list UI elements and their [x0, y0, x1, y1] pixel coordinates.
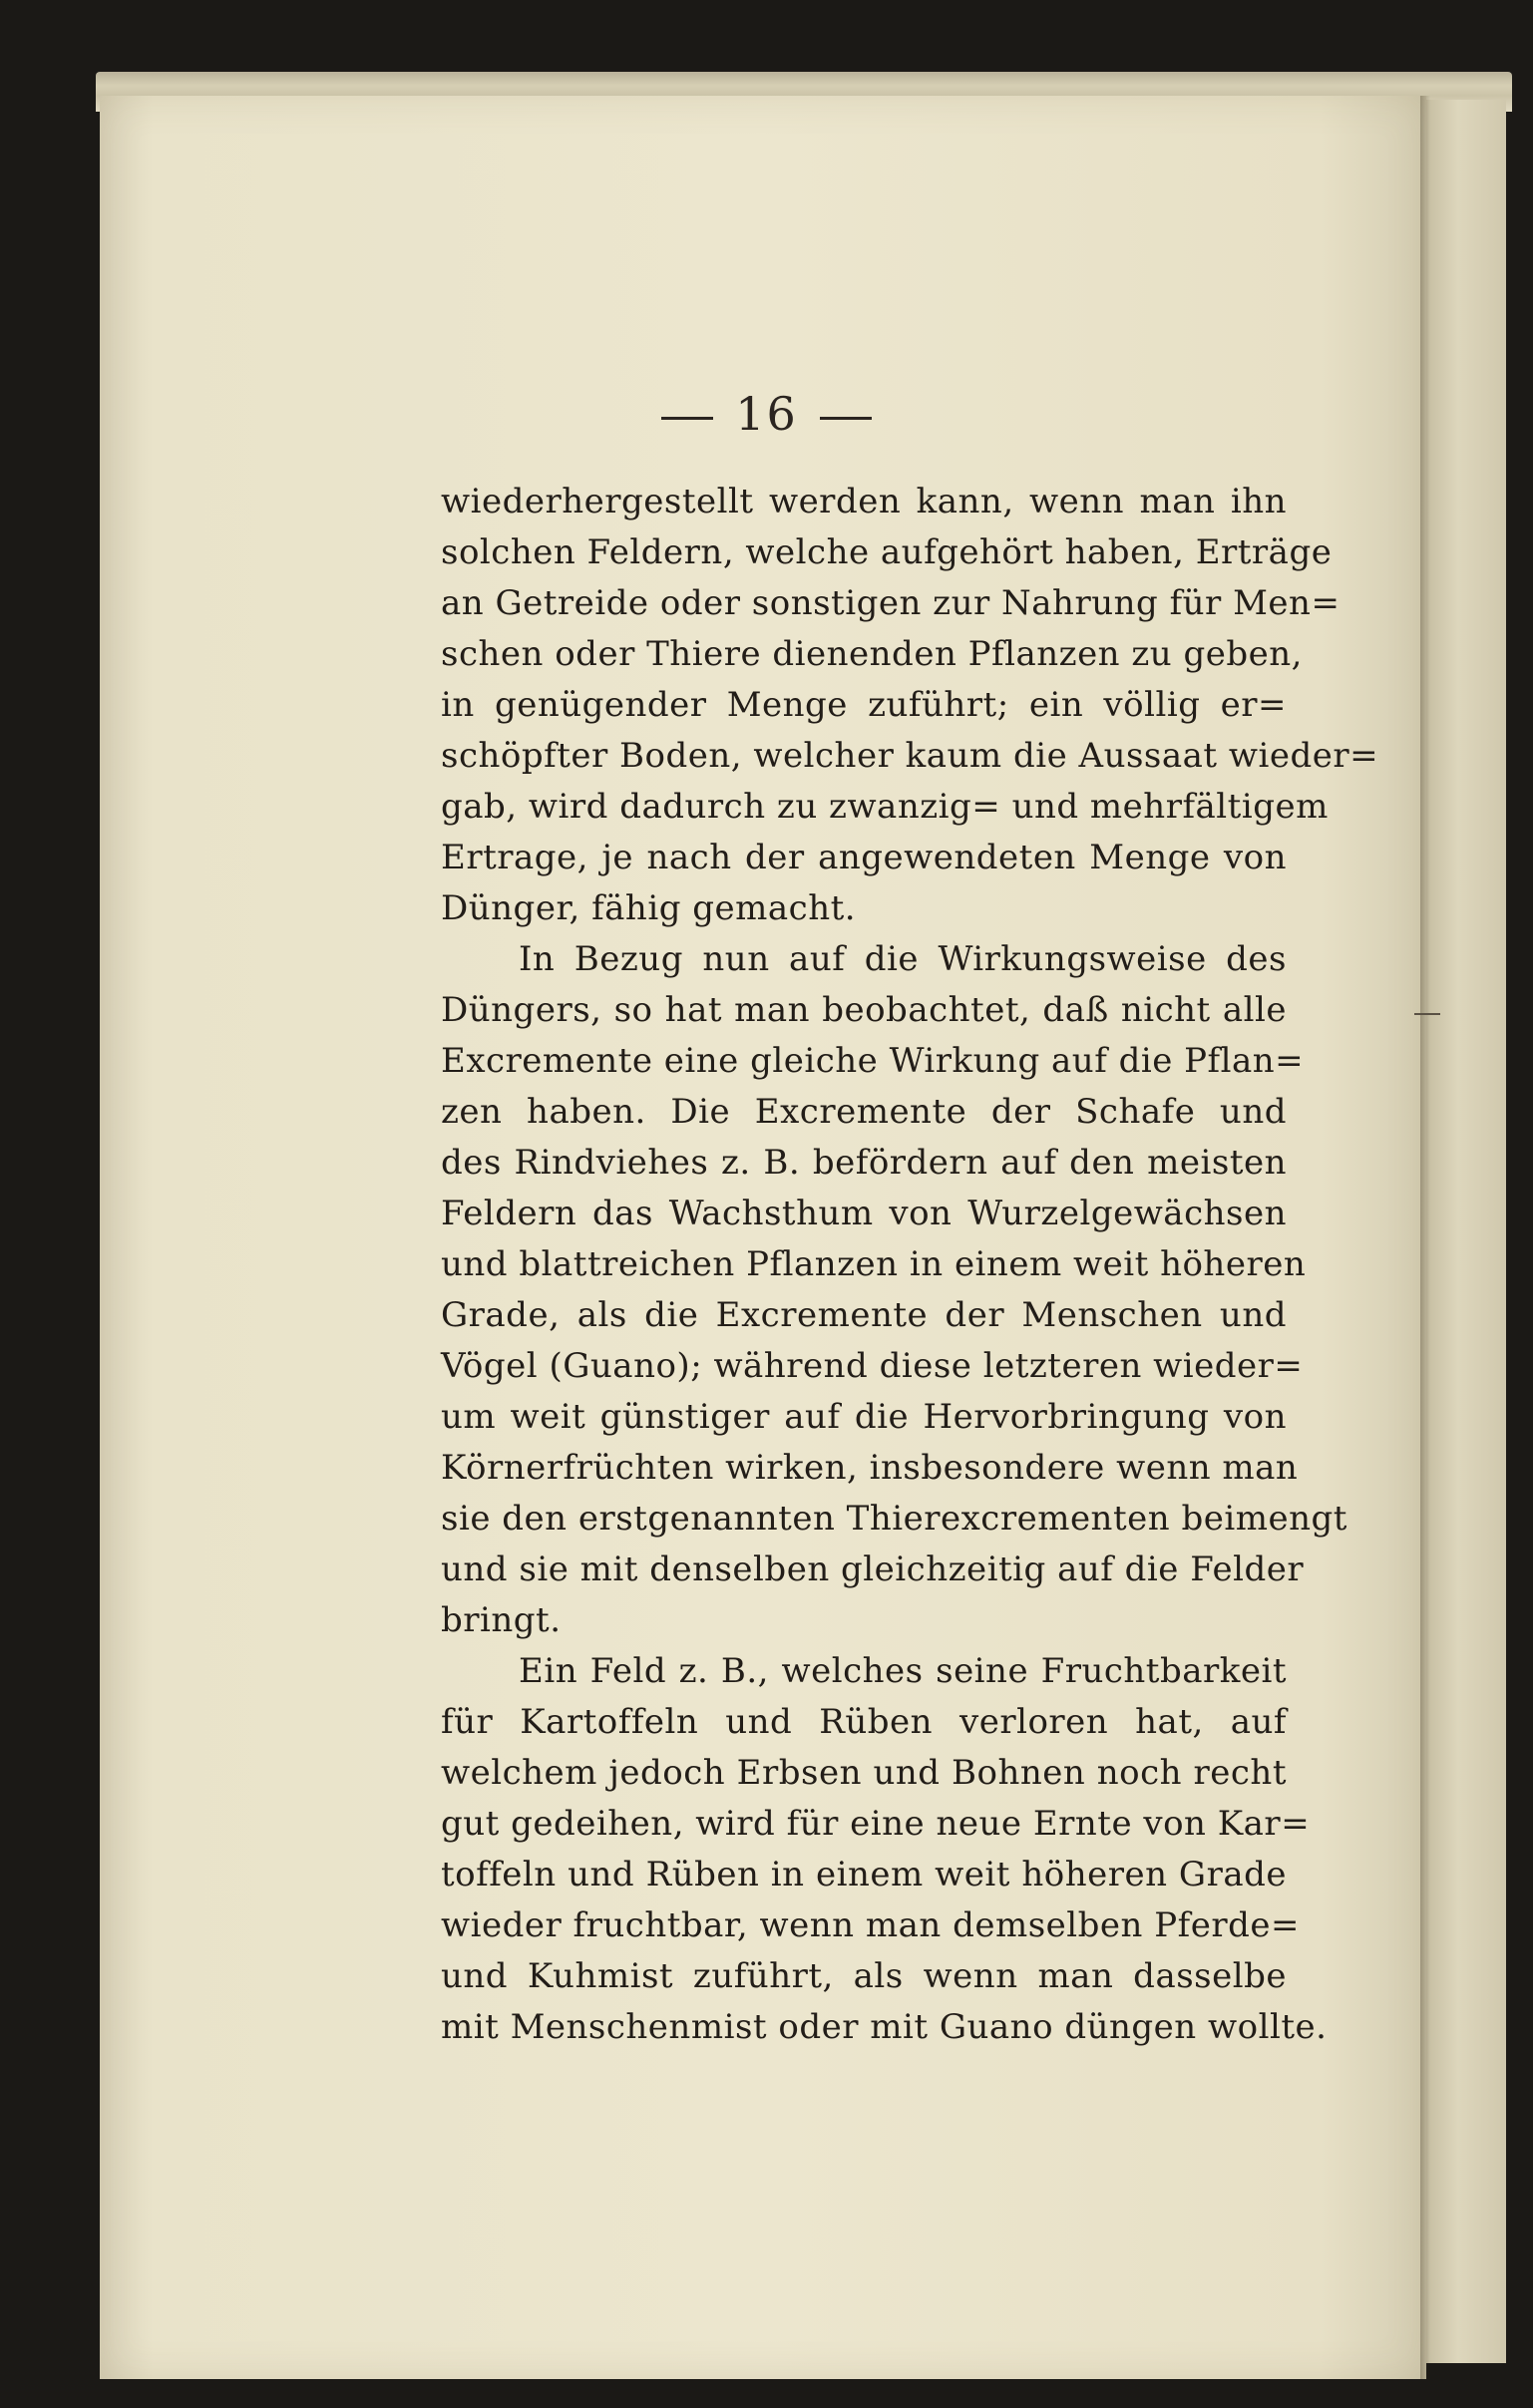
text-line: zen haben. Die Excremente der Schafe und [441, 1092, 1287, 1132]
text-line: Grade, als die Excremente der Menschen und [441, 1295, 1287, 1335]
text-line: wiederhergestellt werden kann, wenn man ihn [441, 482, 1287, 521]
header-dash-left [661, 417, 713, 420]
text-line: Excremente eine gleiche Wirkung auf die Pflan= [441, 1041, 1305, 1081]
paragraph-start-line: In Bezug nun auf die Wirkungsweise des [519, 939, 1287, 979]
text-line: des Rindviehes z. B. befördern auf den meisten [441, 1143, 1287, 1183]
page-number: 16 [735, 387, 798, 441]
body-text [441, 477, 1379, 2053]
text-line: an Getreide oder sonstigen zur Nahrung für Men= [441, 583, 1341, 623]
text-line: Düngers, so hat man beobachtet, daß nicht alle [441, 990, 1287, 1030]
paragraph-start-line: Ein Feld z. B., welches seine Fruchtbarkeit [519, 1651, 1287, 1691]
margin-mark [1414, 1013, 1440, 1015]
text-line: welchem jedoch Erbsen und Bohnen noch recht [441, 1753, 1287, 1793]
text-line: mit Menschenmist oder mit Guano düngen wollte. [441, 2007, 1328, 2047]
text-line: und blattreichen Pflanzen in einem weit höheren [441, 1244, 1307, 1284]
header-dash-right [820, 417, 872, 420]
text-line: um weit günstiger auf die Hervorbringung von [441, 1397, 1287, 1437]
text-line: Vögel (Guano); während diese letzteren wieder= [441, 1346, 1304, 1386]
text-line: Dünger, fähig gemacht. [441, 888, 857, 928]
text-line: sie den erstgenannten Thierexcrementen beimengt [441, 1499, 1347, 1539]
text-line: schöpfter Boden, welcher kaum die Aussaat wieder= [441, 736, 1379, 776]
text-line: Feldern das Wachsthum von Wurzelgewächsen [441, 1194, 1287, 1233]
text-line: Ertrage, je nach der angewendeten Menge von [441, 838, 1287, 877]
text-line: schen oder Thiere dienenden Pflanzen zu geben, [441, 634, 1303, 674]
text-line: Körnerfrüchten wirken, insbesondere wenn man [441, 1448, 1299, 1488]
text-line: wieder fruchtbar, wenn man demselben Pferde= [441, 1905, 1300, 1945]
text-line: solchen Feldern, welche aufgehört haben, Erträge [441, 532, 1333, 572]
text-line: gab, wird dadurch zu zwanzig= und mehrfältigem [441, 787, 1329, 827]
text-line: bringt. [441, 1600, 562, 1640]
text-line: toffeln und Rüben in einem weit höheren Grade [441, 1855, 1287, 1894]
text-line: gut gedeihen, wird für eine neue Ernte von Kar= [441, 1804, 1311, 1844]
text-line: und sie mit denselben gleichzeitig auf die Felder [441, 1549, 1305, 1589]
page-number-header [0, 387, 1533, 441]
text-line: für Kartoffeln und Rüben verloren hat, auf [441, 1702, 1287, 1742]
text-line: und Kuhmist zuführt, als wenn man dasselbe [441, 1956, 1287, 1996]
text-line: in genügender Menge zuführt; ein völlig er= [441, 685, 1287, 725]
